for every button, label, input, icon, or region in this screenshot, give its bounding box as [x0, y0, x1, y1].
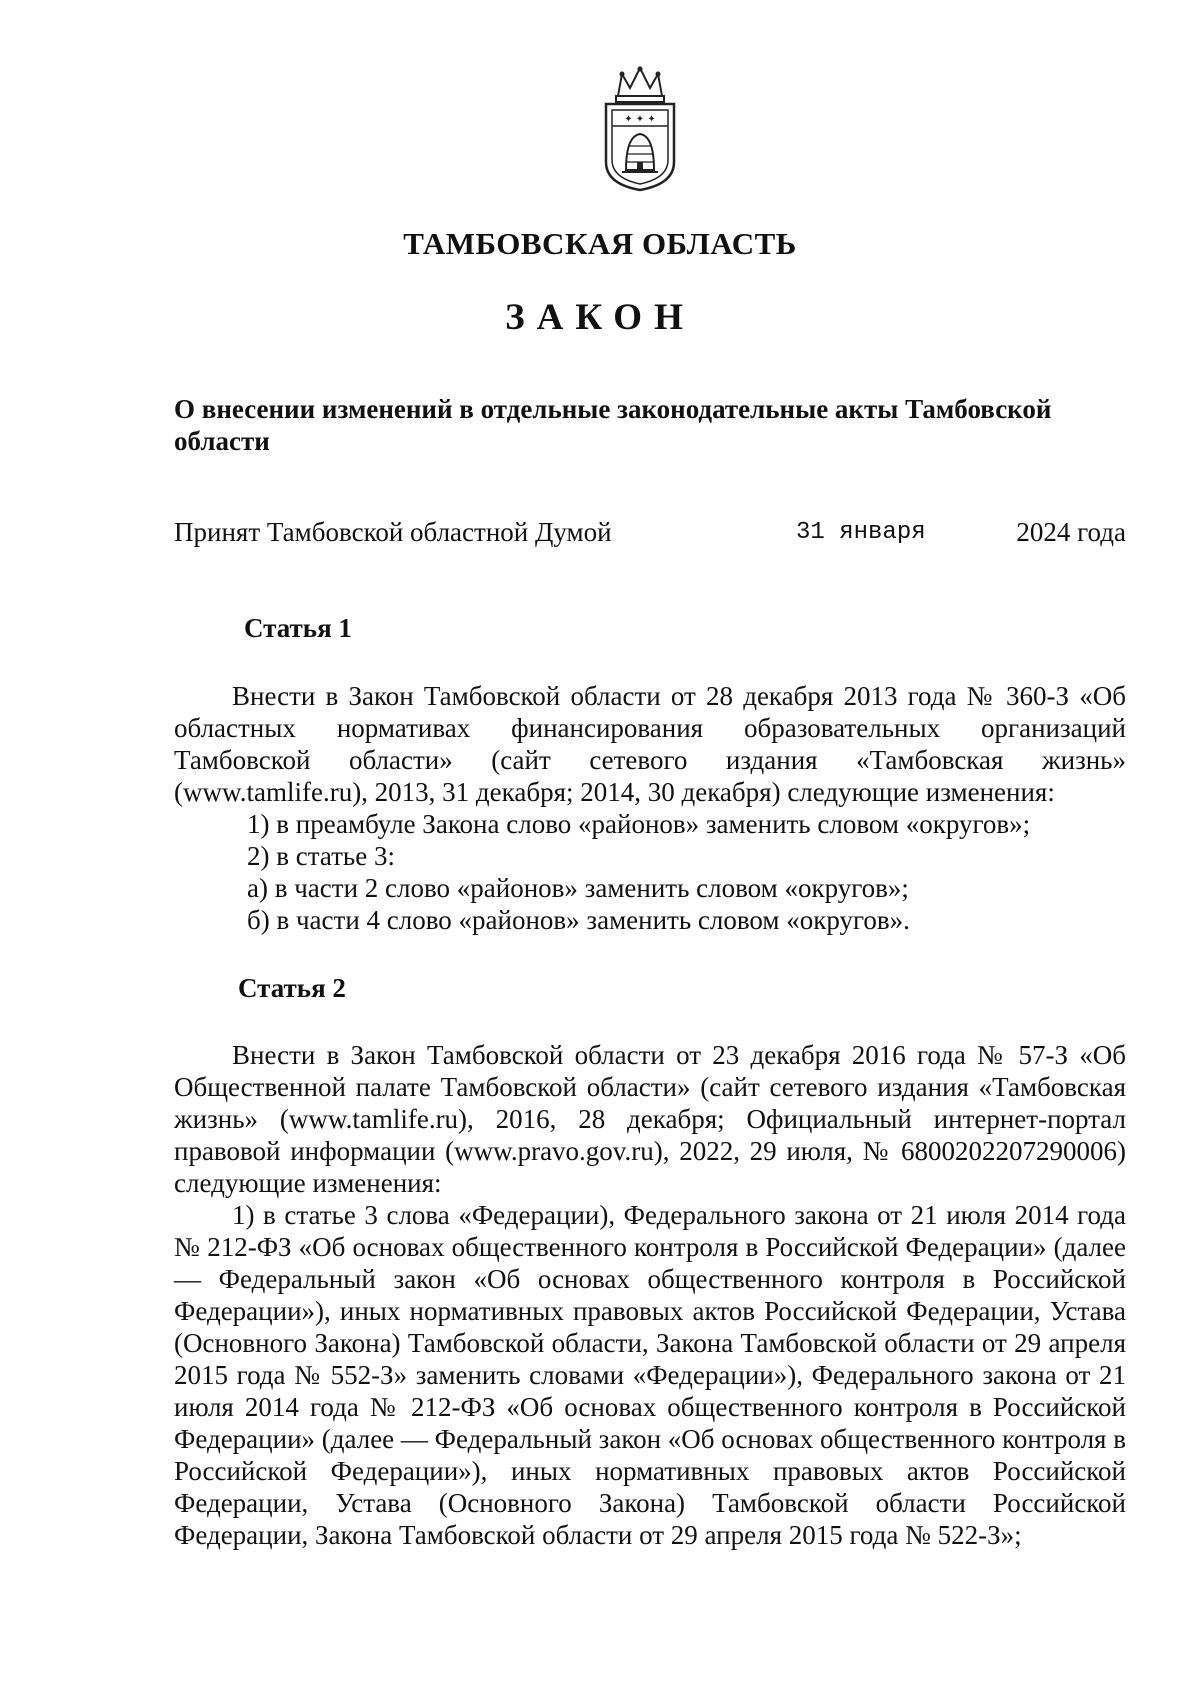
article-2-paragraph: Внести в Закон Тамбовской области от 23 декабря 2016 года № 57-З «Об Общественной палате Тамбовской области» (сайт сетевого издания «Тамбовская жизнь» (www.tamlife.ru), 2016, 28 декабря; Официальный интернет-портал правовой информации (www.pravo.gov.ru), 2022, 29 июля, № 6800202207290006) следующие изменения: [174, 1040, 1126, 1198]
article-2-body [174, 1039, 1126, 1551]
law-title: О внесении изменений в отдельные законодательные акты Тамбовской области [174, 394, 1052, 456]
adoption-label: Принят Тамбовской областной Думой [174, 517, 612, 547]
adoption-date: 31 января [796, 519, 926, 546]
article-1-item: 1) в преамбуле Закона слово «районов» заменить словом «округов»; [247, 809, 1031, 839]
document-type-heading: ЗАКОН [505, 297, 695, 338]
adoption-year: 2024 года [1016, 517, 1126, 547]
article-1-paragraph: Внести в Закон Тамбовской области от 28 декабря 2013 года № 360-З «Об областных нормативах финансирования образовательных организаций Тамбовской области» (сайт сетевого издания «Тамбовская жизнь» (www.tamlife.ru), 2013, 31 декабря; 2014, 30 декабря) следующие изменения: [174, 681, 1126, 807]
article-1-item: а) в части 2 слово «районов» заменить словом «округов»; [247, 873, 909, 903]
adoption-line [174, 517, 1126, 553]
article-2-paragraph: 1) в статье 3 слова «Федерации), Федерального закона от 21 июля 2014 года № 212-ФЗ «Об основах общественного контроля в Российской Федерации» (далее — Федеральный закон «Об основах общественного контроля в Российской Федерации»), иных нормативных правовых актов Российской Федерации, Устава (Основного Закона) Тамбовской области, Закона Тамбовской области от 29 апреля 2015 года № 552-З» заменить словами «Федерации»), Федерального закона от 21 июля 2014 года № 212-ФЗ «Об основах общественного контроля в Российской Федерации» (далее — Федеральный закон «Об основах общественного контроля в Российской Федерации»), иных нормативных правовых актов Российской Федерации, Устава (Основного Закона) Тамбовской области Российской Федерации, Закона Тамбовской области от 29 апреля 2015 года № 522-З»; [174, 1200, 1126, 1550]
article-1-item: б) в части 4 слово «районов» заменить словом «округов». [247, 905, 910, 935]
article-2-heading: Статья 2 [238, 973, 346, 1003]
svg-text:✦ ✦ ✦: ✦ ✦ ✦ [624, 114, 656, 125]
article-1-body [174, 680, 1126, 936]
tambov-coat-of-arms-icon [598, 66, 682, 192]
article-1-item: 2) в статье 3: [247, 841, 395, 871]
article-1-heading: Статья 1 [244, 613, 352, 643]
region-title: ТАМБОВСКАЯ ОБЛАСТЬ [403, 226, 797, 261]
